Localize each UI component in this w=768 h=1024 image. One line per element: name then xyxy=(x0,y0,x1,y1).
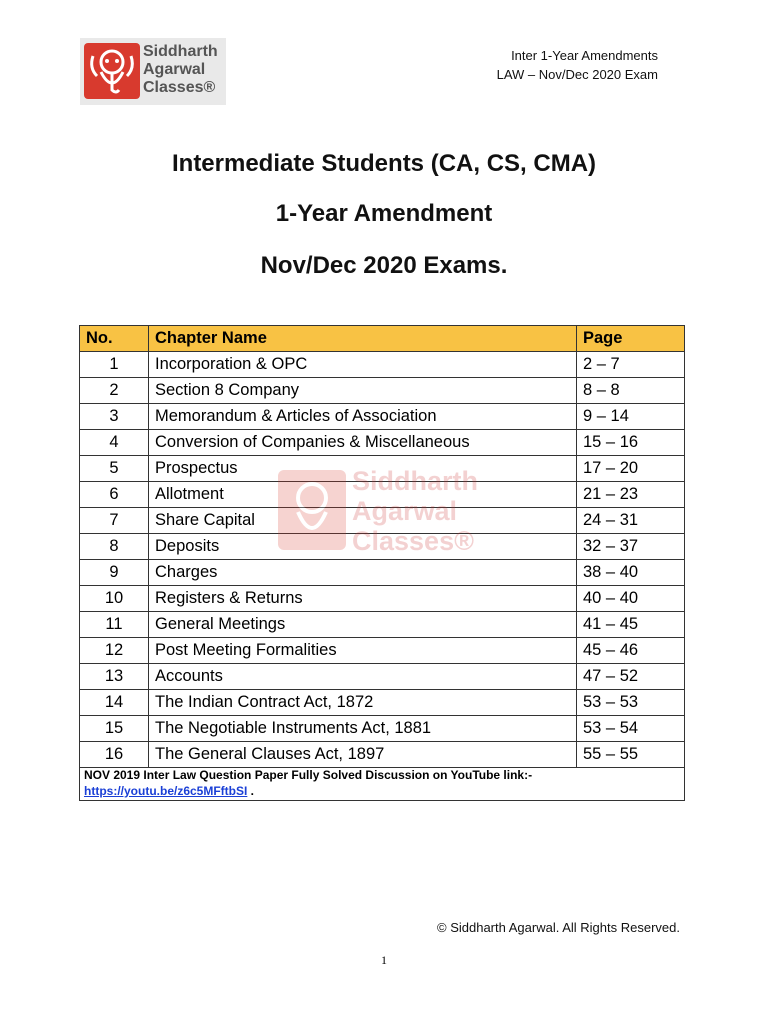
table-row xyxy=(80,716,685,742)
row-page-range: 41 – 45 xyxy=(577,612,685,638)
row-chapter-name: Registers & Returns xyxy=(149,586,577,612)
row-page-range: 53 – 54 xyxy=(577,716,685,742)
row-number: 14 xyxy=(80,690,149,716)
row-number: 13 xyxy=(80,664,149,690)
table-row xyxy=(80,664,685,690)
row-number: 5 xyxy=(80,456,149,482)
row-page-range: 32 – 37 xyxy=(577,534,685,560)
row-chapter-name: Conversion of Companies & Miscellaneous xyxy=(149,430,577,456)
watermark-line-2: Agarwal xyxy=(352,496,458,526)
row-number: 4 xyxy=(80,430,149,456)
row-number: 3 xyxy=(80,404,149,430)
table-header-row xyxy=(80,326,685,352)
title-line-3: Nov/Dec 2020 Exams. xyxy=(260,252,508,279)
row-chapter-name: Memorandum & Articles of Association xyxy=(149,404,577,430)
table-row xyxy=(80,482,685,508)
row-chapter-name: The General Clauses Act, 1897 xyxy=(149,742,577,768)
row-number: 8 xyxy=(80,534,149,560)
row-chapter-name: Share Capital xyxy=(149,508,577,534)
table-row xyxy=(80,638,685,664)
row-chapter-name: General Meetings xyxy=(149,612,577,638)
row-number: 12 xyxy=(80,638,149,664)
brand-logo xyxy=(80,38,226,105)
table-row xyxy=(80,534,685,560)
row-chapter-name: Incorporation & OPC xyxy=(149,352,577,378)
youtube-footnote xyxy=(79,763,685,801)
row-page-range: 21 – 23 xyxy=(577,482,685,508)
title-line-1: Intermediate Students (CA, CS, CMA) xyxy=(171,150,597,177)
header-chapter-name: Chapter Name xyxy=(149,326,577,352)
footnote-text: NOV 2019 Inter Law Question Paper Fully Solved Discussion on YouTube link:- xyxy=(84,768,533,782)
watermark-line-1: Siddharth xyxy=(352,466,478,496)
header-line-2: LAW – Nov/Dec 2020 Exam xyxy=(496,67,658,82)
row-page-range: 15 – 16 xyxy=(577,430,685,456)
row-page-range: 38 – 40 xyxy=(577,560,685,586)
row-page-range: 9 – 14 xyxy=(577,404,685,430)
row-chapter-name: Allotment xyxy=(149,482,577,508)
header-line-1: Inter 1-Year Amendments xyxy=(511,48,658,63)
table-row xyxy=(80,560,685,586)
logo-line-2: Agarwal xyxy=(143,61,206,78)
header-page: Page xyxy=(577,326,685,352)
table-row xyxy=(80,586,685,612)
row-number: 2 xyxy=(80,378,149,404)
row-page-range: 45 – 46 xyxy=(577,638,685,664)
row-page-range: 24 – 31 xyxy=(577,508,685,534)
table-row xyxy=(80,690,685,716)
row-page-range: 55 – 55 xyxy=(577,742,685,768)
row-chapter-name: Charges xyxy=(149,560,577,586)
row-number: 7 xyxy=(80,508,149,534)
table-row xyxy=(80,430,685,456)
title-line-2: 1-Year Amendment xyxy=(275,200,493,227)
header-no: No. xyxy=(80,326,149,352)
row-chapter-name: The Indian Contract Act, 1872 xyxy=(149,690,577,716)
table-row xyxy=(80,404,685,430)
document-header xyxy=(497,46,658,84)
table-row xyxy=(80,456,685,482)
row-page-range: 8 – 8 xyxy=(577,378,685,404)
logo-line-1: Siddharth xyxy=(143,43,218,60)
row-page-range: 47 – 52 xyxy=(577,664,685,690)
row-page-range: 53 – 53 xyxy=(577,690,685,716)
table-row xyxy=(80,352,685,378)
logo-line-3: Classes® xyxy=(143,79,216,96)
row-chapter-name: Accounts xyxy=(149,664,577,690)
row-number: 11 xyxy=(80,612,149,638)
row-page-range: 17 – 20 xyxy=(577,456,685,482)
copyright-notice: © Siddharth Agarwal. All Rights Reserved. xyxy=(437,920,680,935)
row-chapter-name: Prospectus xyxy=(149,456,577,482)
row-chapter-name: Deposits xyxy=(149,534,577,560)
row-number: 10 xyxy=(80,586,149,612)
watermark-line-3: Classes® xyxy=(352,526,474,556)
row-number: 9 xyxy=(80,560,149,586)
row-chapter-name: Section 8 Company xyxy=(149,378,577,404)
row-chapter-name: The Negotiable Instruments Act, 1881 xyxy=(149,716,577,742)
chapter-index-table xyxy=(79,325,685,768)
page-number: 1 xyxy=(381,953,387,967)
footnote-suffix: . xyxy=(247,784,255,798)
table-row xyxy=(80,378,685,404)
row-number: 15 xyxy=(80,716,149,742)
row-number: 6 xyxy=(80,482,149,508)
row-chapter-name: Post Meeting Formalities xyxy=(149,638,577,664)
row-number: 16 xyxy=(80,742,149,768)
youtube-link[interactable]: https://youtu.be/z6c5MFftbSI xyxy=(84,784,248,798)
table-row xyxy=(80,508,685,534)
table-row xyxy=(80,612,685,638)
row-page-range: 40 – 40 xyxy=(577,586,685,612)
row-page-range: 2 – 7 xyxy=(577,352,685,378)
row-number: 1 xyxy=(80,352,149,378)
ganesha-logo-icon xyxy=(83,42,141,100)
